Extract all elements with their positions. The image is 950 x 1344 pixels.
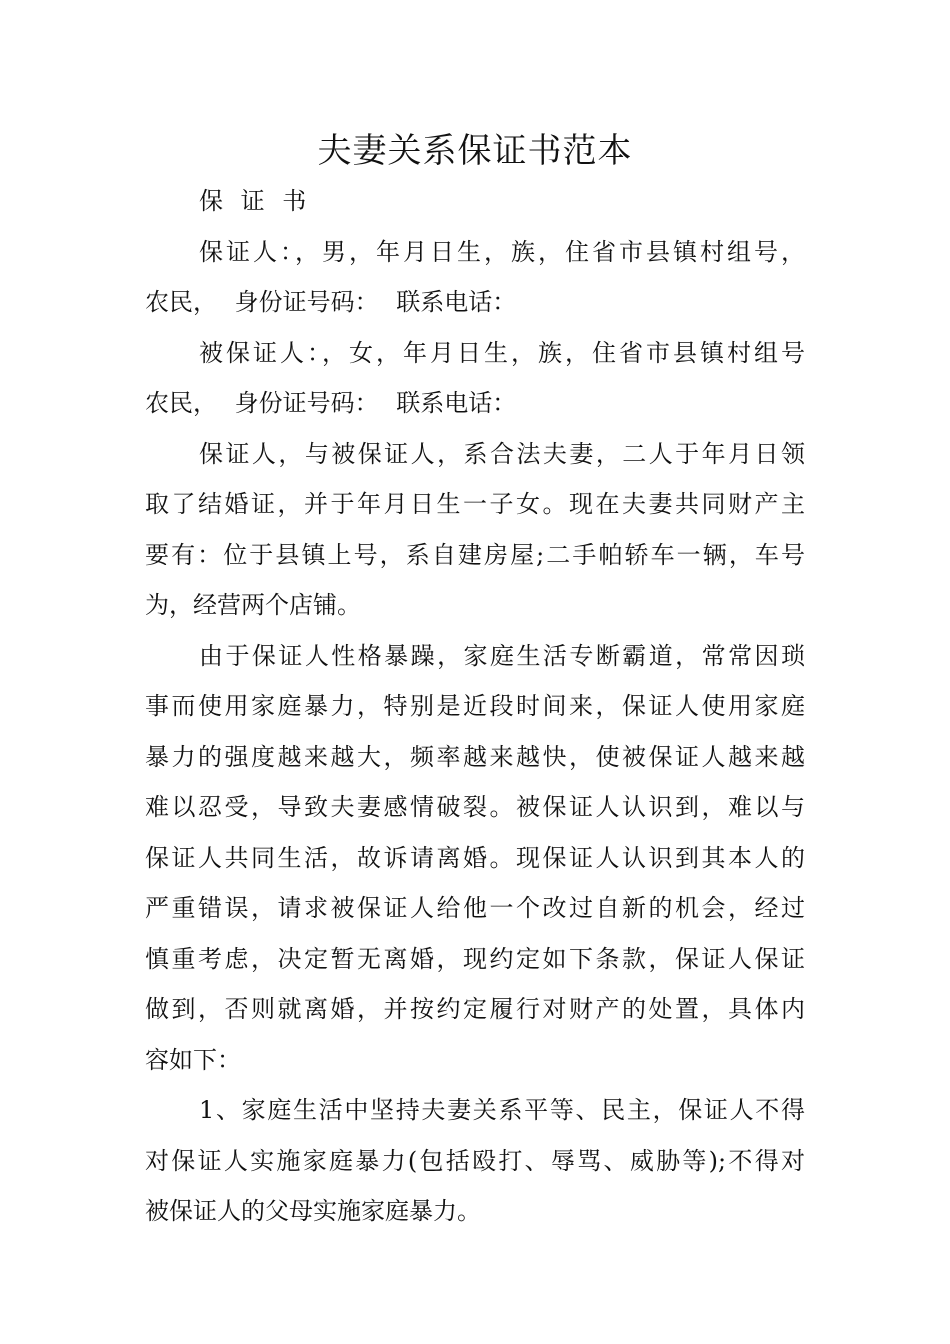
text-line: 做到，否则就离婚，并按约定履行对财产的处置，具体内 [145, 995, 805, 1023]
text-line: 对保证人实施家庭暴力(包括殴打、辱骂、威胁等);不得对 [145, 1146, 805, 1175]
text-line: 要有：位于县镇上号，系自建房屋;二手帕轿车一辆，车号 [145, 540, 805, 569]
text-line: 被保证人：，女，年月日生，族，住省市县镇村组号 [199, 338, 805, 367]
text-line: 1、家庭生活中坚持夫妻关系平等、民主，保证人不得 [199, 1096, 805, 1124]
document-heading: 保 证 书 [199, 187, 307, 215]
text-line: 为，经营两个店铺。 [145, 591, 361, 619]
paragraph-marriage-property [145, 429, 805, 631]
text-line: 农民， 身份证号码： 联系电话： [145, 389, 517, 417]
text-line: 事而使用家庭暴力，特别是近段时间来，保证人使用家庭 [145, 692, 805, 720]
text-line: 暴力的强度越来越大，频率越来越快，使被保证人越来越 [145, 742, 805, 771]
text-line: 慎重考虑，决定暂无离婚，现约定如下条款，保证人保证 [145, 944, 805, 973]
text-line: 保证人：，男，年月日生，族，住省市县镇村组号， [199, 237, 805, 266]
paragraph-reason [145, 631, 805, 1086]
heading-paragraph [145, 176, 805, 227]
text-line: 保证人共同生活，故诉请离婚。现保证人认识到其本人的 [145, 843, 805, 872]
text-line: 难以忍受，导致夫妻感情破裂。被保证人认识到，难以与 [145, 793, 805, 821]
text-line: 取了结婚证，并于年月日生一子女。现在夫妻共同财产主 [145, 490, 805, 518]
text-line: 农民， 身份证号码： 联系电话： [145, 288, 517, 316]
document-body [145, 176, 805, 1237]
text-line: 严重错误，请求被保证人给他一个改过自新的机会，经过 [145, 894, 805, 922]
paragraph-guarantor [145, 227, 805, 328]
paragraph-guaranteed-party [145, 328, 805, 429]
text-line: 容如下： [145, 1045, 241, 1074]
document-title: 夫妻关系保证书范本 [317, 131, 633, 171]
paragraph-clause-1 [145, 1085, 805, 1237]
text-line: 由于保证人性格暴躁，家庭生活专断霸道，常常因琐 [199, 641, 805, 670]
text-line: 保证人，与被保证人，系合法夫妻，二人于年月日领 [199, 439, 805, 468]
text-line: 被保证人的父母实施家庭暴力。 [145, 1197, 481, 1225]
